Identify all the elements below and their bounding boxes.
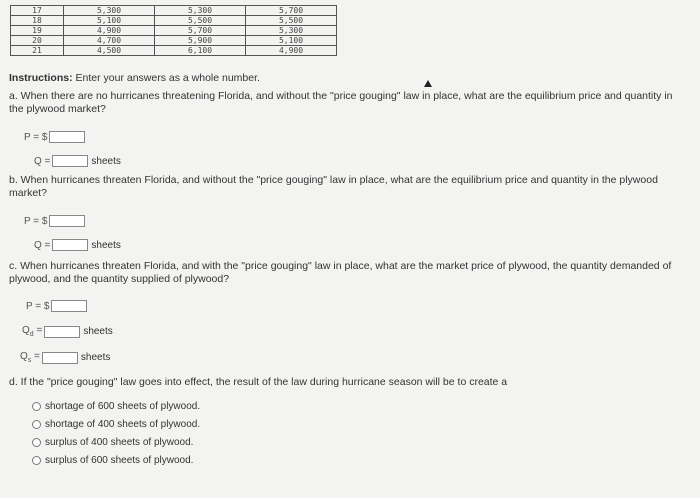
question-d-text: d. If the "price gouging" law goes into effect, the result of the law during hurricane season will be to create a bbox=[9, 376, 508, 388]
table-cell: 4,900 bbox=[246, 46, 337, 56]
table-cell: 5,700 bbox=[246, 6, 337, 16]
question-b-price-input[interactable] bbox=[49, 215, 85, 227]
table-cell: 5,100 bbox=[64, 16, 155, 26]
table-row bbox=[11, 36, 337, 46]
table-cell: 5,100 bbox=[246, 36, 337, 46]
question-a-price-input[interactable] bbox=[49, 131, 85, 143]
question-c-price-row bbox=[26, 300, 87, 312]
table-cell: 4,900 bbox=[64, 26, 155, 36]
table-cell: 17 bbox=[11, 6, 64, 16]
question-d-option[interactable] bbox=[32, 437, 193, 448]
quantity-supplied-label: $Q_s$ = bbox=[20, 351, 40, 364]
table-cell: 5,500 bbox=[155, 16, 246, 26]
instructions-label: Instructions: bbox=[9, 72, 73, 84]
table-cell: 19 bbox=[11, 26, 64, 36]
radio-button[interactable] bbox=[32, 438, 41, 447]
question-c-price-input[interactable] bbox=[51, 300, 87, 312]
table-row bbox=[11, 46, 337, 56]
table-cell: 4,700 bbox=[64, 36, 155, 46]
radio-button[interactable] bbox=[32, 402, 41, 411]
table-cell: 5,300 bbox=[64, 6, 155, 16]
unit-label: sheets bbox=[91, 155, 121, 167]
price-label: P = $ bbox=[26, 300, 50, 312]
question-d-option[interactable] bbox=[32, 419, 200, 430]
quantity-label: Q = bbox=[34, 155, 51, 167]
radio-button[interactable] bbox=[32, 420, 41, 429]
table-row bbox=[11, 16, 337, 26]
option-label: shortage of 400 sheets of plywood. bbox=[45, 419, 201, 430]
unit-label: sheets bbox=[91, 239, 121, 251]
table-row bbox=[11, 6, 337, 16]
question-c-qd-row bbox=[22, 325, 113, 338]
mouse-cursor-icon bbox=[424, 80, 432, 87]
unit-label: sheets bbox=[80, 352, 111, 363]
unit-label: sheets bbox=[83, 326, 113, 337]
instructions-text: Enter your answers as a whole number. bbox=[72, 72, 260, 84]
question-d-option[interactable] bbox=[32, 455, 193, 466]
option-label: surplus of 400 sheets of plywood. bbox=[45, 437, 194, 448]
question-a-quantity-row bbox=[34, 155, 121, 167]
question-c-text: c. When hurricanes threaten Florida, and with the "price gouging" law in place, what are the market price of plywood, the quantity demanded of plywood, and the quantity supplied of plywood? bbox=[9, 260, 672, 285]
question-c-qs-input[interactable] bbox=[42, 352, 78, 364]
table-cell: 5,300 bbox=[246, 26, 337, 36]
table-cell: 20 bbox=[11, 36, 64, 46]
price-label: P = $ bbox=[24, 215, 48, 227]
table-cell: 6,100 bbox=[155, 46, 246, 56]
table-cell: 5,700 bbox=[155, 26, 246, 36]
question-a-price-row bbox=[24, 131, 85, 143]
table-cell: 5,900 bbox=[155, 36, 246, 46]
question-b-price-row bbox=[24, 215, 85, 227]
price-label: P = $ bbox=[24, 131, 48, 143]
question-a-quantity-input[interactable] bbox=[52, 155, 88, 167]
question-d-option[interactable] bbox=[32, 401, 200, 412]
question-c-qd-input[interactable] bbox=[44, 326, 80, 338]
table-cell: 5,300 bbox=[155, 6, 246, 16]
question-b-text: b. When hurricanes threaten Florida, and without the "price gouging" law in place, what are the equilibrium price and quantity in the plywood market? bbox=[9, 174, 658, 199]
table-row bbox=[11, 26, 337, 36]
supply-demand-table bbox=[10, 5, 337, 56]
question-b-quantity-input[interactable] bbox=[52, 239, 88, 251]
question-a-text: a. When there are no hurricanes threatening Florida, and without the "price gouging" law in place, what are the equilibrium price and quantity in the plywood market? bbox=[9, 90, 673, 115]
option-label: shortage of 600 sheets of plywood. bbox=[45, 401, 201, 412]
quantity-label: Q = bbox=[34, 239, 51, 251]
radio-button[interactable] bbox=[32, 456, 41, 465]
quantity-demanded-label: $Q_d$ = bbox=[22, 325, 43, 338]
instructions bbox=[9, 72, 260, 85]
table-cell: 4,500 bbox=[64, 46, 155, 56]
table-cell: 5,500 bbox=[246, 16, 337, 26]
option-label: surplus of 600 sheets of plywood. bbox=[45, 455, 194, 466]
question-b-quantity-row bbox=[34, 239, 121, 251]
table-cell: 18 bbox=[11, 16, 64, 26]
question-c-qs-row bbox=[20, 351, 110, 364]
table-cell: 21 bbox=[11, 46, 64, 56]
